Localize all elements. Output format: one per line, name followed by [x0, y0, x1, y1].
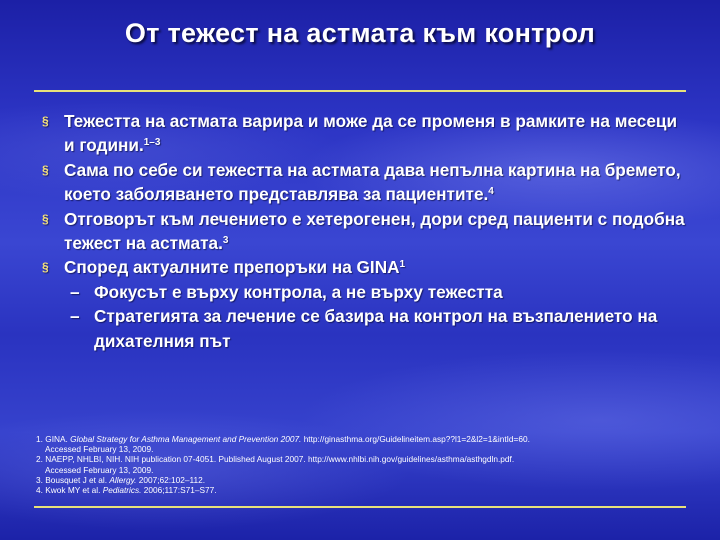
- reference-item: [36, 485, 686, 495]
- square-bullet-icon: §: [42, 211, 49, 226]
- bullet-reference: 1: [399, 259, 406, 271]
- reference-source: Allergy.: [109, 474, 137, 485]
- square-bullet-icon: §: [42, 114, 49, 128]
- reference-item: [36, 434, 686, 444]
- slide-title: От тежест на астмата към контрол: [124, 18, 596, 48]
- reference-text: NAEPP, NHLBI, NIH. NIH publication 07-4051. Published August 2007. http://www.nhlbi.nih.gov/guidelines/asthma/asthgdln.pdf.: [45, 454, 515, 465]
- sub-bullet-text: Стратегията за лечение се базира на контрол на възпалението на дихателния път: [94, 306, 658, 351]
- reference-accessed: Accessed February 13, 2009.: [45, 444, 154, 455]
- reference-number: 2.: [36, 454, 43, 465]
- reference-number: 1.: [36, 434, 43, 444]
- bullet-text: Тежестта на астмата варира и може да се променя в рамките на месеци и години.: [64, 111, 678, 156]
- bullet-reference: 1–3: [143, 137, 161, 149]
- reference-text: Kwok MY et al.: [45, 485, 101, 496]
- square-bullet-icon: §: [42, 162, 49, 177]
- reference-pages: 2007;62:102–112.: [138, 474, 206, 485]
- reference-pages: 2006;117:S71–S77.: [143, 485, 217, 496]
- references: [36, 434, 686, 495]
- sub-bullet-text: Фокусът е върху контрола, а не върху тежестта: [94, 281, 503, 302]
- reference-link: http://ginasthma.org/Guidelineitem.asp??l1=2&l2=1&intId=60.: [303, 434, 530, 444]
- sub-bullet-item: [42, 280, 692, 304]
- bullet-item: [42, 158, 692, 207]
- bullet-item: [42, 109, 692, 158]
- sub-bullet-item: [42, 304, 692, 353]
- reference-accessed: Accessed February 13, 2009.: [45, 464, 154, 475]
- bullet-item: [42, 207, 692, 256]
- reference-text: Bousquet J et al.: [45, 474, 108, 485]
- reference-item: [36, 475, 686, 485]
- reference-number: 3.: [36, 474, 43, 485]
- reference-number: 4.: [36, 485, 43, 496]
- dash-icon: –: [70, 306, 80, 327]
- bullet-text: Отговорът към лечението е хетерогенен, дори сред пациенти с подобна тежест на астмата.: [64, 208, 685, 254]
- reference-source: Pediatrics.: [102, 485, 142, 496]
- reference-item: [36, 454, 686, 464]
- reference-text: GINA.: [45, 434, 68, 444]
- bullet-item: [42, 255, 692, 279]
- footer-divider: [34, 506, 686, 508]
- dash-icon: –: [70, 281, 80, 302]
- reference-source: Global Strategy for Asthma Management and Prevention 2007.: [70, 434, 302, 444]
- bullet-text: Според актуалните препоръки на GINA: [64, 257, 400, 278]
- bullet-text: Сама по себе си тежестта на астмата дава непълна картина на бремето, което заболяването представлява за пациентите.: [64, 159, 681, 205]
- slide-body: [42, 109, 692, 353]
- square-bullet-icon: §: [42, 260, 49, 275]
- bullet-reference: 4: [488, 186, 494, 198]
- bullet-reference: 3: [222, 235, 229, 247]
- title-divider: [34, 90, 686, 92]
